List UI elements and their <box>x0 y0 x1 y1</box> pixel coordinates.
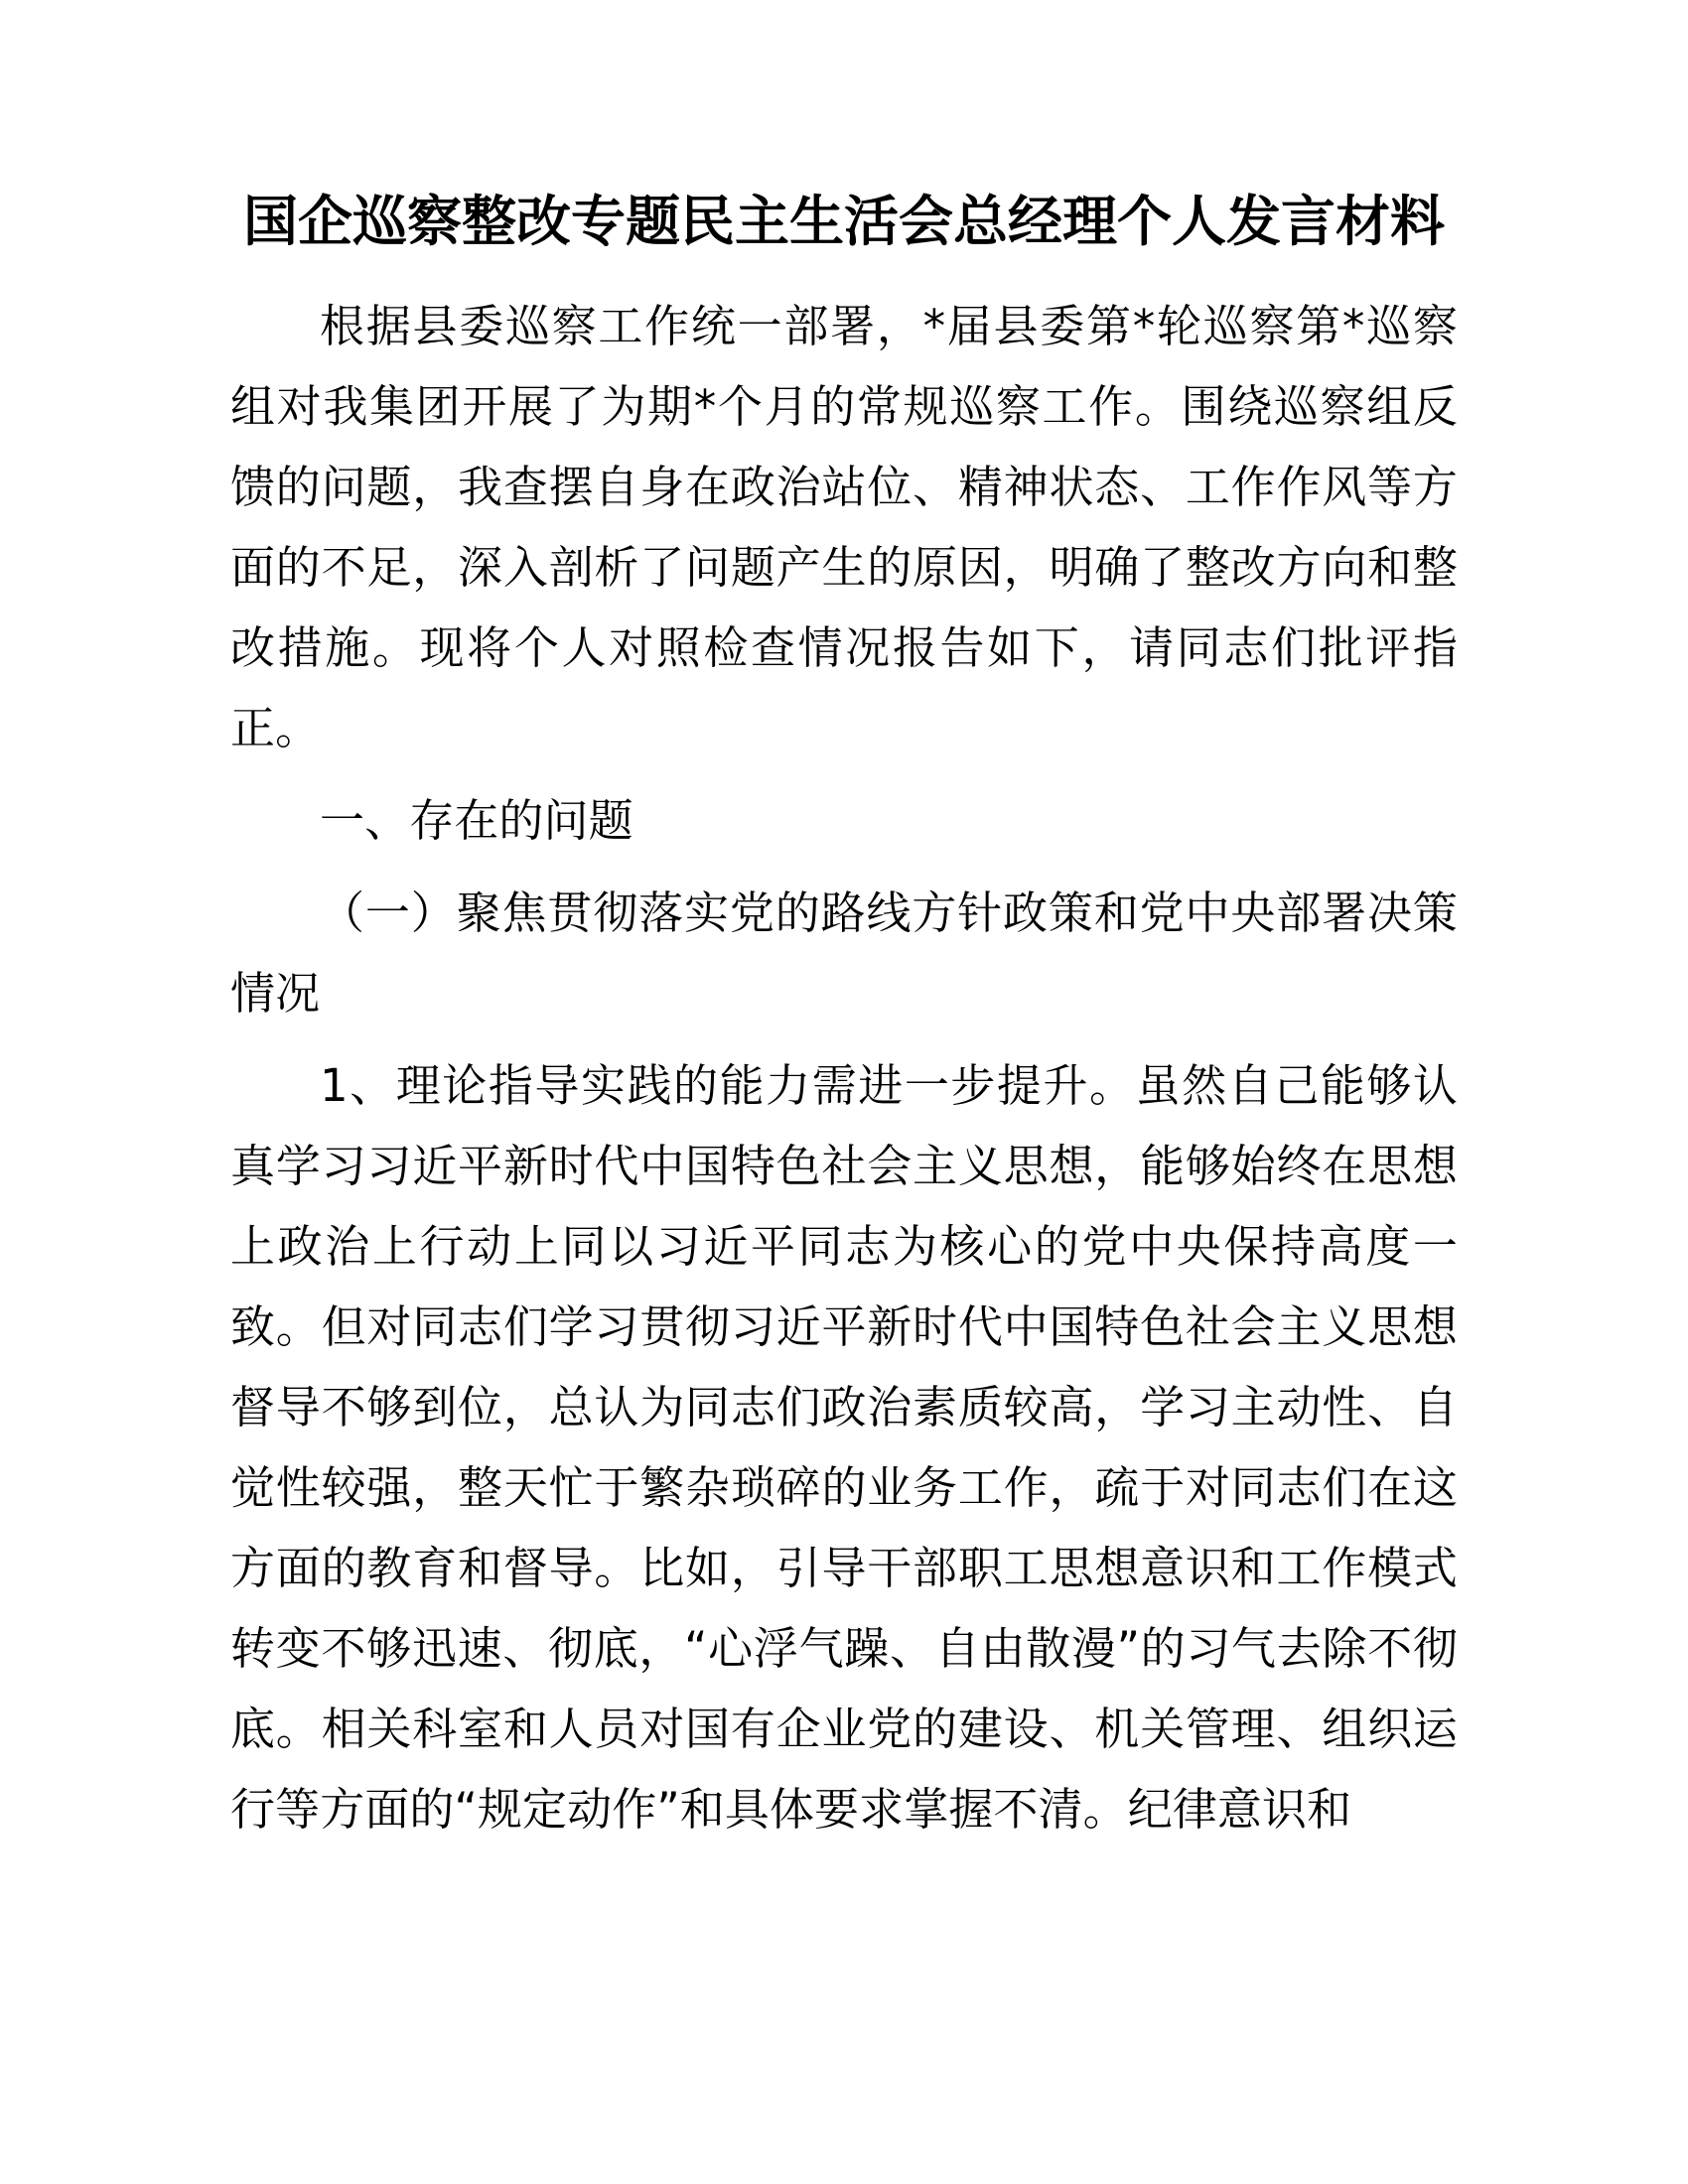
section-spacer-1 <box>230 768 1458 780</box>
paragraph-item-one: 1、理论指导实践的能力需进一步提升。虽然自己能够认真学习习近平新时代中国特色社会主义思想，能够始终在思想上政治上行动上同以习近平同志为核心的党中央保持高度一致。但对同志们学习贯彻习近平新时代中国特色社会主义思想督导不够到位，总认为同志们政治素质较高，学习主动性、自觉性较强，整天忙于繁杂琐碎的业务工作，疏于对同志们在这方面的教育和督导。比如，引导干部职工思想意识和工作模式转变不够迅速、彻底，“心浮气躁、自由散漫”的习气去除不彻底。相关科室和人员对国有企业党的建设、机关管理、组织运行等方面的“规定动作”和具体要求掌握不清。纪律意识和 <box>230 1059 1458 1837</box>
heading-subsection-one: （一）聚焦贯彻落实党的路线方针政策和党中央部署决策情况 <box>230 887 1458 1021</box>
heading-section-one: 一、存在的问题 <box>320 794 633 848</box>
section-spacer-3 <box>230 1033 1458 1045</box>
document-body <box>230 0 1458 1849</box>
paragraph-intro: 根据县委巡察工作统一部署，*届县委第*轮巡察第*巡察组对我集团开展了为期*个月的常规巡察工作。围绕巡察组反馈的问题，我查摆自身在政治站位、精神状态、工作作风等方面的不足，深入剖析了问题产生的原因，明确了整改方向和整改措施。现将个人对照检查情况报告如下，请同志们批评指正。 <box>230 300 1458 755</box>
page-title: 国企巡察整改专题民主生活会总经理个人发言材料 <box>242 190 1445 253</box>
title-spacer <box>230 260 1458 286</box>
section-spacer-2 <box>230 861 1458 873</box>
